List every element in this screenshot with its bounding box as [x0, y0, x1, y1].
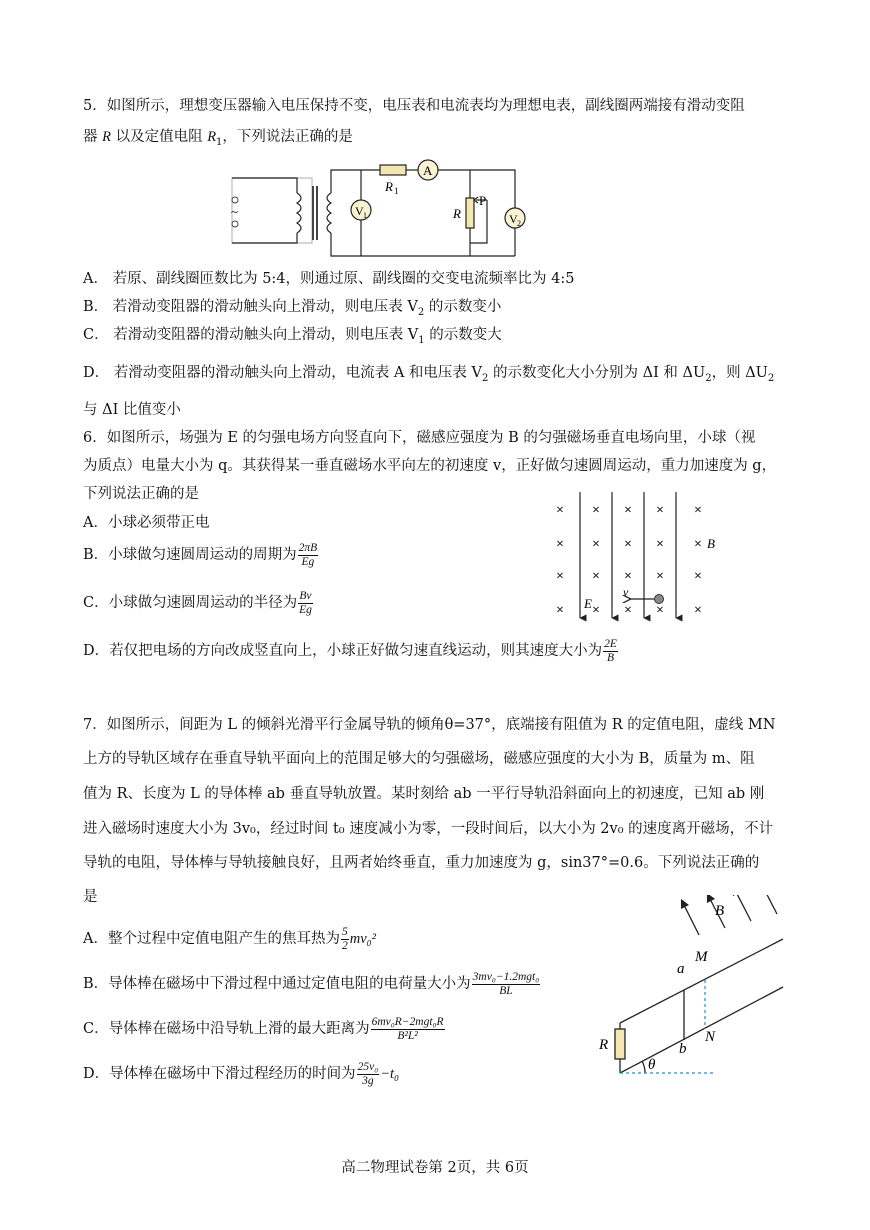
- q7-option-c-fraction: [371, 1016, 445, 1043]
- q5-voltmeter2-sub: 2: [517, 219, 521, 228]
- fraction-numerator: 3mv₀−1.2mgt₀: [472, 970, 540, 983]
- q7-option-d-tail: −t₀: [380, 1066, 400, 1082]
- q5-sub: 2: [482, 372, 489, 384]
- q6-magnetic-field-cross: ×: [694, 569, 702, 584]
- q7-label-R: R: [599, 1037, 609, 1053]
- q5-sub: 1: [418, 334, 425, 346]
- q6-ball: [655, 595, 664, 604]
- q7-label-a: a: [677, 961, 685, 977]
- q5-sub: 2: [767, 372, 775, 384]
- q7-label-N: N: [705, 1029, 716, 1045]
- q6-magnetic-field-cross: ×: [694, 537, 702, 552]
- q5-voltmeter1-label: V: [355, 204, 364, 218]
- q7-option-b-fraction: [472, 971, 541, 998]
- fraction-denominator: Eg: [301, 555, 315, 568]
- q7-incline-diagram: [595, 895, 790, 1080]
- q6-magnetic-field-cross: ×: [592, 503, 600, 518]
- q6-option-d: [83, 637, 619, 665]
- q5-voltmeter1-sub: 1: [363, 211, 367, 220]
- q6-magnetic-field-cross: ×: [656, 603, 664, 618]
- q5-ammeter-label: A: [423, 163, 433, 178]
- q6-option-c-text: C．小球做匀速圆周运动的半径为: [83, 595, 298, 611]
- q7-stem-line6: 是: [83, 889, 98, 905]
- q6-magnetic-field-cross: ×: [556, 503, 564, 518]
- q6-magnetic-field-cross: ×: [624, 537, 632, 552]
- q7-stem-line4: 进入磁场时速度大小为 3v₀，经过时间 t₀ 速度减小为零，一段时间后，以大小为 2v₀ 的速度离开磁场，不计: [83, 821, 774, 837]
- q5-stem-text: 以及定值电阻: [110, 129, 208, 145]
- q6-magnetic-field-cross: ×: [656, 503, 664, 518]
- q7-option-b: [83, 970, 541, 998]
- q5-option-b-text: B． 若滑动变阻器的滑动触头向上滑动，则电压表 V: [83, 299, 418, 315]
- q6-magnetic-field-cross: ×: [624, 603, 632, 618]
- q5-label-R1-sub: 1: [394, 186, 399, 196]
- q5-stem-text: ，下列说法正确的是: [222, 129, 353, 145]
- q7-option-a-text: A．整个过程中定值电阻产生的焦耳热为: [83, 931, 340, 947]
- q7-label-B: B: [715, 903, 725, 919]
- q5-label-R1: R: [385, 179, 393, 194]
- q6-magnetic-field-cross: ×: [656, 537, 664, 552]
- q5-option-d-line2: 与 ΔI 比值变小: [83, 402, 181, 418]
- q7-stem-line2: 上方的导轨区域存在垂直导轨平面向上的范围足够大的匀强磁场，磁感应强度的大小为 B，质量为 m、阻: [83, 751, 755, 767]
- q5-rheostat-label: R: [453, 206, 461, 221]
- q6-magnetic-field-cross: ×: [694, 503, 702, 518]
- q5-sub: 2: [417, 306, 425, 318]
- q6-option-d-fraction: [603, 638, 618, 665]
- q6-label-v: v: [623, 585, 629, 599]
- q7-option-b-text: B．导体棒在磁场中下滑过程中通过定值电阻的电荷量大小为: [83, 976, 471, 992]
- fraction-denominator: BL: [499, 984, 513, 997]
- q6-magnetic-field-cross: ×: [624, 503, 632, 518]
- q6-label-B: B: [707, 536, 715, 551]
- fraction-numerator: 5: [341, 925, 348, 938]
- q6-option-b-fraction: [298, 542, 319, 569]
- q6-magnetic-field-cross: ×: [592, 569, 600, 584]
- q5-stem-line2: [83, 127, 353, 153]
- q6-magnetic-field-cross: ×: [592, 603, 600, 618]
- q5-circuit-diagram: [225, 158, 535, 263]
- q5-stem-line1: 5．如图所示，理想变压器输入电压保持不变，电压表和电流表均为理想电表，副线圈两端接有滑动变阻: [83, 98, 745, 114]
- q7-label-M: M: [695, 949, 708, 965]
- q6-magnetic-field-cross: ×: [624, 569, 632, 584]
- fraction-numerator: 2E: [604, 637, 617, 650]
- q7-option-d-fraction: [357, 1061, 380, 1088]
- fraction-numerator: 2πB: [298, 541, 318, 554]
- q5-sub: 2: [705, 372, 712, 384]
- q5-stem-text: 器: [83, 129, 103, 145]
- q5-option-d-text: D． 若滑动变阻器的滑动触头向上滑动，电流表 A 和电压表 V: [83, 365, 483, 381]
- q5-var-R1: R: [207, 129, 217, 145]
- q7-option-d-text: D．导体棒在磁场中下滑过程经历的时间为: [83, 1066, 356, 1082]
- q5-option-d-text: 的示数变化大小分别为 ΔI 和 ΔU: [488, 365, 706, 381]
- q7-stem-line3: 值为 R、长度为 L 的导体棒 ab 垂直导轨放置。某时刻给 ab 一平行导轨沿斜面向上的初速度，已知 ab 刚: [83, 786, 765, 802]
- q7-option-c: [83, 1015, 446, 1043]
- q5-sub: 1: [216, 136, 223, 148]
- q6-stem-line2: 为质点）电量大小为 q。其获得某一垂直磁场水平向左的初速度 v，正好做匀速圆周运动，重力加速度为 g，: [83, 458, 777, 474]
- q7-option-a: [83, 925, 376, 953]
- q6-option-c-fraction: [298, 590, 313, 617]
- fraction-denominator: 2: [341, 939, 348, 952]
- q6-field-diagram: [548, 490, 728, 622]
- q6-option-a: A．小球必须带正电: [83, 515, 210, 531]
- q6-magnetic-field-cross: ×: [656, 569, 664, 584]
- q7-option-a-fraction: [341, 926, 349, 953]
- q6-magnetic-field-cross: ×: [592, 537, 600, 552]
- q6-option-c: [83, 589, 314, 617]
- q7-stem-line5: 导轨的电阻，导体棒与导轨接触良好，且两者始终垂直，重力加速度为 g，sin37°=0.6。下列说法正确的: [83, 855, 760, 871]
- fraction-denominator: B²L²: [397, 1029, 418, 1042]
- fraction-denominator: 3g: [362, 1074, 374, 1087]
- q6-option-b: [83, 541, 319, 569]
- q7-option-c-text: C．导体棒在磁场中沿导轨上滑的最大距离为: [83, 1021, 370, 1037]
- q6-magnetic-field-cross: ×: [556, 569, 564, 584]
- q6-magnetic-field-cross: ×: [694, 603, 702, 618]
- q6-option-d-text: D．若仅把电场的方向改成竖直向上，小球正好做匀速直线运动，则其速度大小为: [83, 643, 603, 659]
- fraction-numerator: 25v₀: [357, 1060, 379, 1073]
- q5-slider-label: P: [479, 193, 487, 208]
- q5-option-d-text: ，则 ΔU: [711, 365, 768, 381]
- q5-option-a: A． 若原、副线圈匝数比为 5:4，则通过原、副线圈的交变电流频率比为 4:5: [83, 271, 575, 287]
- q7-label-b: b: [679, 1041, 687, 1057]
- fraction-numerator: 6mv₀R−2mgt₀R: [371, 1015, 444, 1028]
- q5-ac-symbol: ~: [231, 204, 239, 219]
- q6-option-b-text: B．小球做匀速圆周运动的周期为: [83, 547, 297, 563]
- q7-stem-line1: 7．如图所示，间距为 L 的倾斜光滑平行金属导轨的倾角θ=37°，底端接有阻值为 R 的定值电阻，虚线 MN: [83, 717, 776, 733]
- q5-var-R: R: [102, 129, 111, 145]
- q6-magnetic-field-cross: ×: [556, 603, 564, 618]
- q5-option-c-text: C． 若滑动变阻器的滑动触头向上滑动，则电压表 V: [83, 327, 419, 343]
- q5-voltmeter2-label: V: [509, 212, 518, 226]
- fraction-numerator: Bv: [299, 589, 312, 602]
- q6-stem-line3: 下列说法正确的是: [83, 486, 199, 502]
- q5-option-c: [83, 325, 502, 351]
- q7-option-a-tail: mv₀²: [349, 931, 377, 947]
- q5-option-b: [83, 297, 501, 323]
- q7-option-d: [83, 1060, 399, 1088]
- q6-magnetic-field-cross: ×: [556, 537, 564, 552]
- fraction-denominator: B: [607, 651, 615, 664]
- q6-stem-line1: 6．如图所示，场强为 E 的匀强电场方向竖直向下，磁感应强度为 B 的匀强磁场垂直电场向里，小球（视: [83, 430, 756, 446]
- q6-label-E: E: [584, 596, 592, 611]
- fraction-denominator: Eg: [299, 603, 312, 616]
- q5-option-c-text: 的示数变大: [424, 327, 502, 343]
- q7-label-theta: θ: [648, 1057, 656, 1073]
- q5-option-b-text: 的示数变小: [424, 299, 502, 315]
- q5-option-d: [83, 363, 774, 389]
- page-footer: 高二物理试卷第 2页，共 6页: [341, 1160, 529, 1176]
